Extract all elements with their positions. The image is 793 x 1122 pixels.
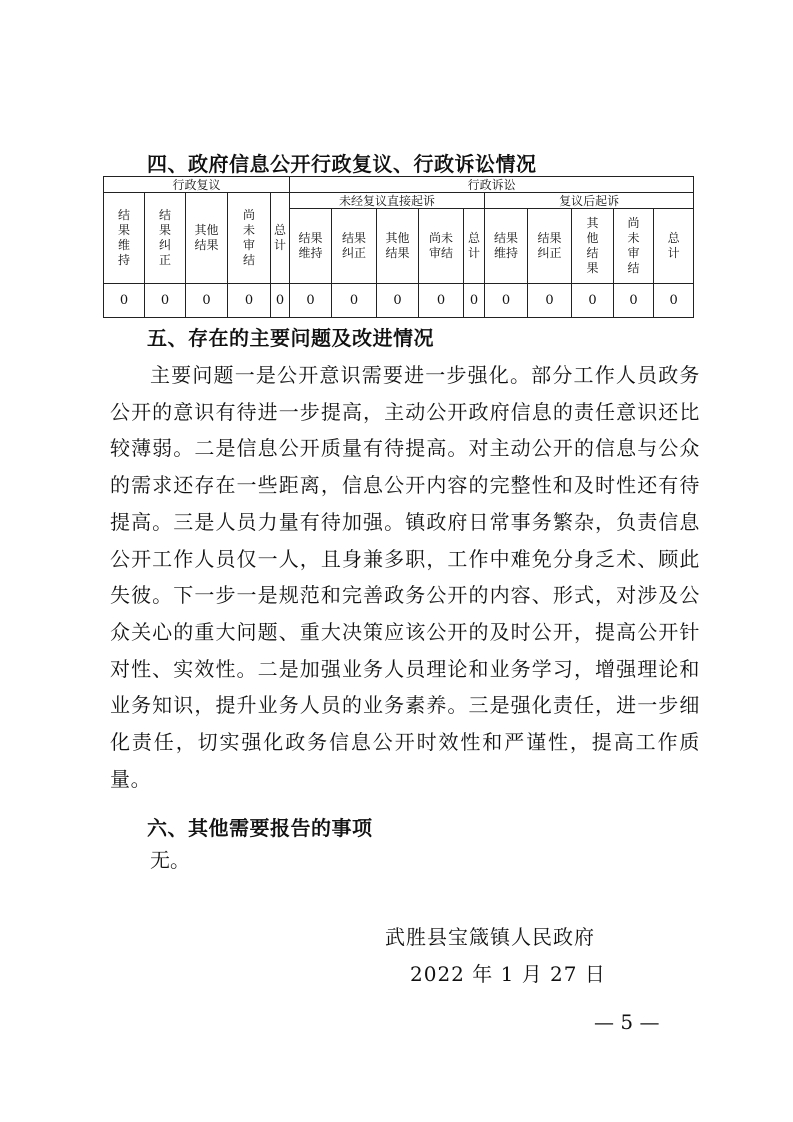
table-cell-value: 0 [332,284,377,318]
table-cell-value: 0 [290,284,332,318]
review-pending: 尚未审结 [228,193,271,284]
table-cell-value: 0 [654,284,694,318]
table-cell-value: 0 [614,284,654,318]
review-total: 总计 [271,193,290,284]
section-4-heading: 四、政府信息公开行政复议、行政诉讼情况 [147,152,537,176]
after-total: 总计 [654,209,694,284]
review-other-result: 其他结果 [186,193,228,284]
table-cell-value: 0 [228,284,271,318]
table-cell-value: 0 [186,284,228,318]
table-cell-value: 0 [104,284,145,318]
page-number: — 5 — [594,1010,660,1034]
after-pending: 尚未审结 [614,209,654,284]
table-cell-value: 0 [145,284,186,318]
table-cell-value: 0 [419,284,464,318]
direct-total: 总计 [464,209,485,284]
admin-litigation-header: 行政诉讼 [290,177,694,193]
section-5-heading: 五、存在的主要问题及改进情况 [147,326,434,350]
admin-review-header: 行政复议 [104,177,290,193]
table-cell-value: 0 [528,284,572,318]
table-cell-value: 0 [572,284,614,318]
direct-pending: 尚未审结 [419,209,464,284]
direct-other-result: 其他结果 [377,209,419,284]
table-cell-value: 0 [464,284,485,318]
signature-date: 2022 年 1 月 27 日 [410,962,606,986]
after-result-maintained: 结果维持 [485,209,528,284]
direct-suit-header: 未经复议直接起诉 [290,193,485,209]
signature-organization: 武胜县宝箴镇人民政府 [385,925,595,949]
review-result-corrected: 结果纠正 [145,193,186,284]
litigation-stats-table [103,176,694,318]
direct-result-maintained: 结果维持 [290,209,332,284]
after-result-corrected: 结果纠正 [528,209,572,284]
section-6-heading: 六、其他需要报告的事项 [147,816,373,840]
section-6-content: 无。 [150,848,190,872]
after-review-header: 复议后起诉 [485,193,694,209]
table-cell-value: 0 [485,284,528,318]
review-result-maintained: 结果维持 [104,193,145,284]
section-5-paragraph: 主要问题一是公开意识需要进一步强化。部分工作人员政务公开的意识有待进一步提高，主动公开政府信息的责任意识还比较薄弱。二是信息公开质量有待提高。对主动公开的信息与公众的需求还存在一些距离，信息公开内容的完整性和及时性还有待提高。三是人员力量有待加强。镇政府日常事务繁杂，负责信息公开工作人员仅一人，且身兼多职，工作中难免分身乏术、顾此失彼。下一步一是规范和完善政务公开的内容、形式，对涉及公众关心的重大问题、重大决策应该公开的及时公开，提高公开针对性、实效性。二是加强业务人员理论和业务学习，增强理论和业务知识，提升业务人员的业务素养。三是强化责任，进一步细化责任，切实强化政务信息公开时效性和严谨性，提高工作质量。 [110,363,700,791]
after-other-result: 其他结果 [572,209,614,284]
direct-result-corrected: 结果纠正 [332,209,377,284]
table-cell-value: 0 [377,284,419,318]
table-cell-value: 0 [271,284,290,318]
